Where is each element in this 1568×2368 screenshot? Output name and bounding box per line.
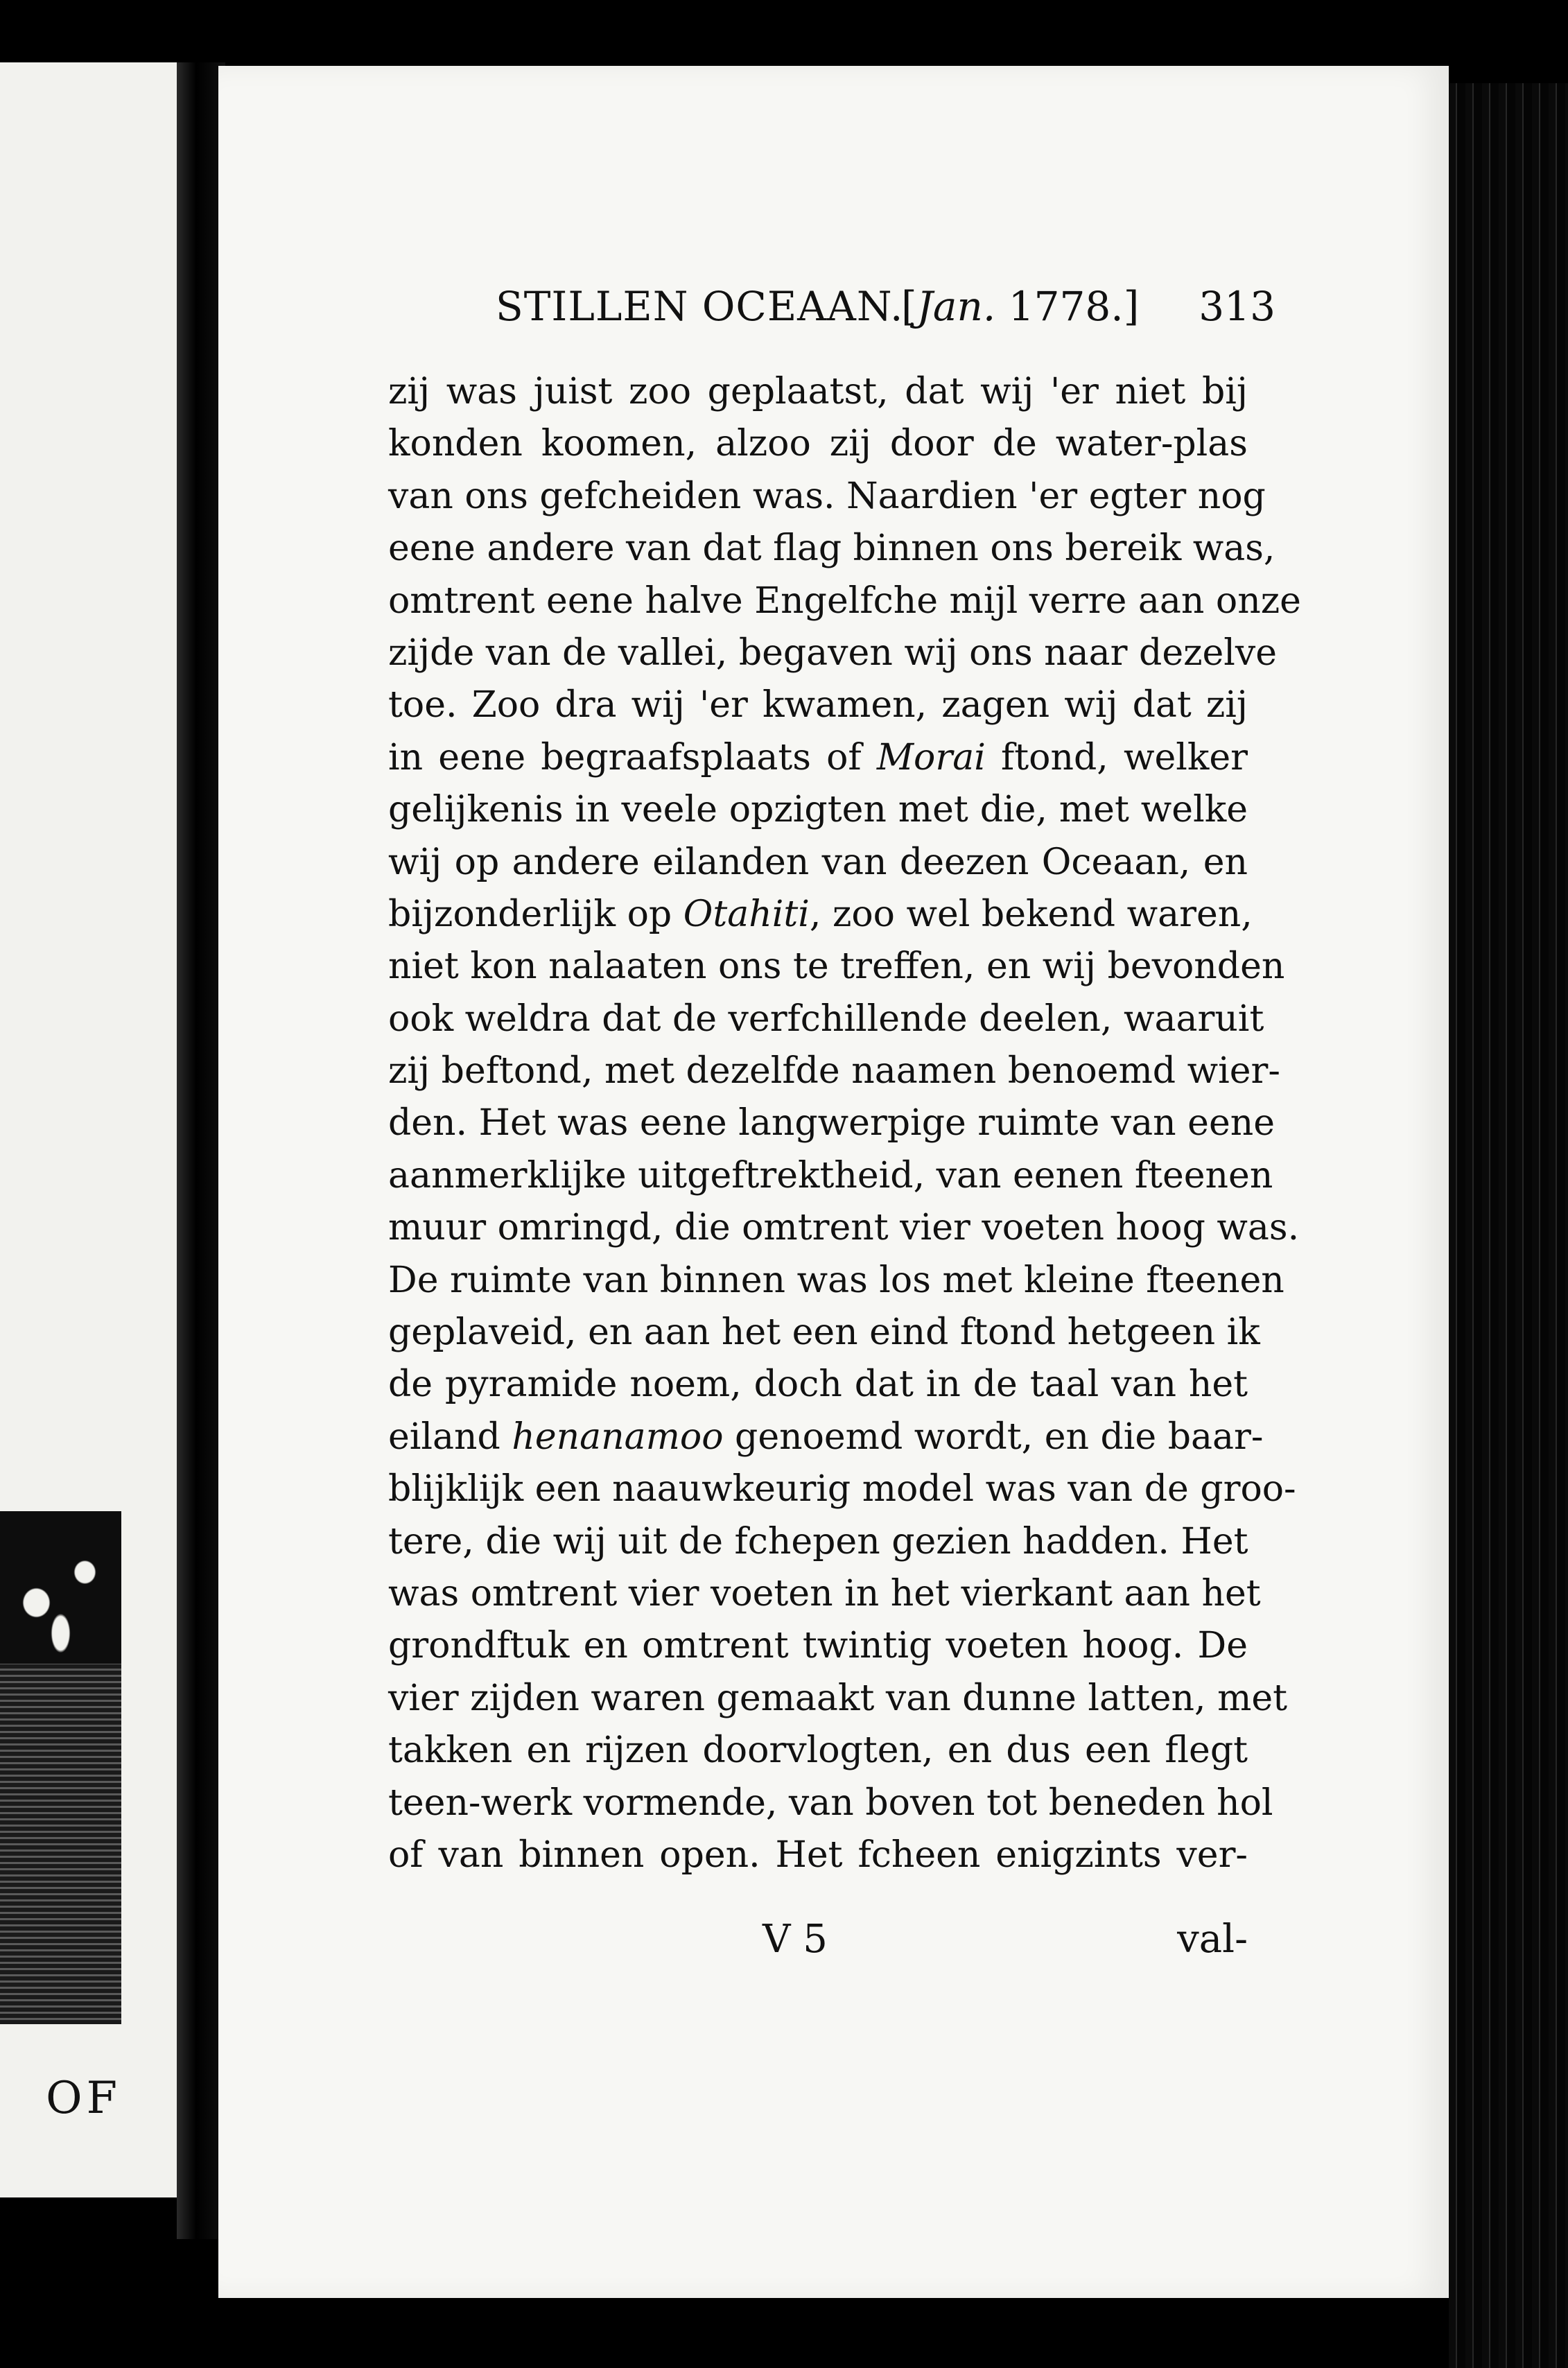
running-head-title: STILLEN OCEAAN. [496, 283, 904, 330]
page-number: 313 [1199, 283, 1275, 330]
text-line: konden koomen, alzoo zij door de water-plas [388, 423, 1248, 465]
text-line: zijde van de vallei, begaven wij ons naar dezelve [388, 632, 1278, 674]
text-line: den. Het was eene langwerpige ruimte van eene [388, 1102, 1275, 1144]
text-line: toe. Zoo dra wij 'er kwamen, zagen wij dat zij [388, 684, 1248, 726]
signature-line [388, 1917, 1248, 1972]
text-line: niet kon nalaaten ons te treffen, en wij bevonden [388, 946, 1285, 988]
text-line: zij was juist zoo geplaatst, dat wij 'er niet bij [388, 371, 1248, 412]
text-line: ook weldra dat de verfchillende deelen, waaruit [388, 998, 1264, 1040]
text-line: geplaveid, en aan het een eind ftond hetgeen ik [388, 1312, 1260, 1354]
text-line: was omtrent vier voeten in het vierkant aan het [388, 1572, 1261, 1614]
text-line: takken en rijzen doorvlogten, en dus een flegt [388, 1730, 1248, 1772]
text-line: vier zijden waren gemaakt van dunne latten, met [388, 1677, 1288, 1719]
text-line: zij beftond, met dezelfde naamen benoemd wier- [388, 1050, 1280, 1092]
left-caption-fragment: OF [46, 2073, 121, 2124]
text-line: grondftuk en omtrent twintig voeten hoog. De [388, 1625, 1248, 1667]
text-line: eene andere van dat flag binnen ons bereik was, [388, 528, 1275, 570]
text-line: eiland henanamoo genoemd wordt, en die baar- [388, 1416, 1264, 1458]
text-line: blijklijk een naauwkeurig model was van de groo- [388, 1468, 1296, 1511]
signature-mark: V 5 [763, 1917, 828, 1962]
text-line: bijzonderlijk op Otahiti, zoo wel bekend waren, [388, 893, 1253, 935]
text-line: omtrent eene halve Engelfche mijl verre aan onze [388, 580, 1301, 622]
left-engraving-detail [0, 1511, 121, 1664]
body-text [388, 366, 1301, 1881]
page-edges [1449, 83, 1568, 2368]
running-head [496, 283, 1275, 338]
text-line: muur omringd, die omtrent vier voeten hoog was. [388, 1207, 1300, 1249]
text-line: in eene begraafsplaats of Morai ftond, welker [388, 736, 1248, 778]
text-line: teen-werk vormende, van boven tot beneden hol [388, 1782, 1273, 1824]
text-line: aanmerklijke uitgeftrektheid, van eenen fteenen [388, 1154, 1273, 1196]
text-line: van ons gefcheiden was. Naardien 'er egter nog [388, 475, 1266, 517]
text-line: tere, die wij uit de fchepen gezien hadden. Het [388, 1520, 1248, 1562]
text-line: wij op andere eilanden van deezen Oceaan, en [388, 841, 1248, 883]
catchword: val- [1177, 1917, 1248, 1962]
text-line: De ruimte van binnen was los met kleine fteenen [388, 1259, 1284, 1301]
text-line: of van binnen open. Het fcheen enigzints ver- [388, 1834, 1248, 1876]
running-head-date: [Jan. 1778.] [901, 283, 1140, 330]
text-line: gelijkenis in veele opzigten met die, met welke [388, 789, 1248, 831]
text-line: de pyramide noem, doch dat in de taal van het [388, 1364, 1248, 1406]
